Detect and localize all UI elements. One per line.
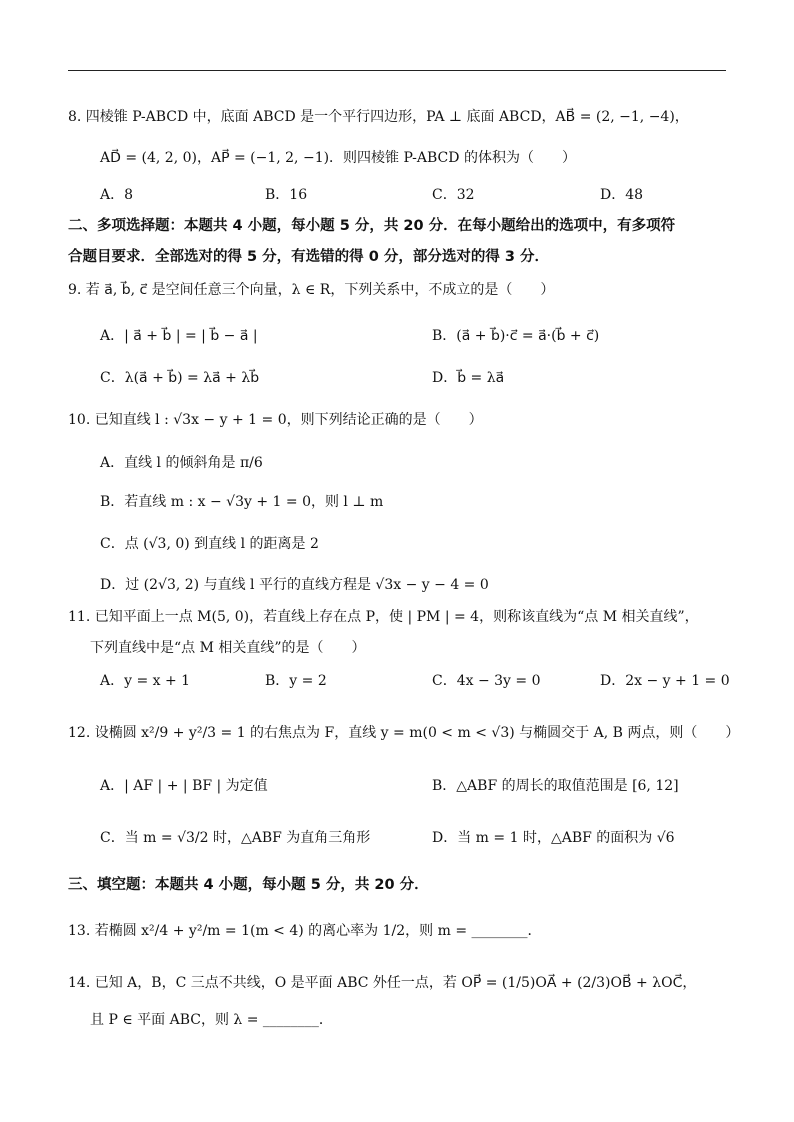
q12-option-c: C．当 m = √3/2 时，△ABF 为直角三角形 xyxy=(100,830,371,846)
q8-stem-line2: AD⃗ = (4, 2, 0)，AP⃗ = (−1, 2, −1)．则四棱锥 P-ABCD 的体积为（ ） xyxy=(100,150,576,166)
q9-option-a: A．| a⃗ + b⃗ | = | b⃗ − a⃗ | xyxy=(100,328,258,344)
q12-option-b: B．△ABF 的周长的取值范围是 [6, 12] xyxy=(432,778,679,794)
q9-option-d: D．b⃗ = λa⃗ xyxy=(432,370,505,386)
q8-option-d: D．48 xyxy=(600,187,644,203)
q11-option-c: C．4x − 3y = 0 xyxy=(432,673,541,689)
q12-option-d: D．当 m = 1 时，△ABF 的面积为 √6 xyxy=(432,830,675,846)
q11-option-d: D．2x − y + 1 = 0 xyxy=(600,673,730,689)
q9-option-b: B．(a⃗ + b⃗)·c⃗ = a⃗·(b⃗ + c⃗) xyxy=(432,328,600,344)
q9-option-c: C．λ(a⃗ + b⃗) = λa⃗ + λb⃗ xyxy=(100,370,260,386)
q10-option-c: C．点 (√3, 0) 到直线 l 的距离是 2 xyxy=(100,536,319,552)
q8-option-b: B．16 xyxy=(265,187,308,203)
q10-stem: 10. 已知直线 l : √3x − y + 1 = 0，则下列结论正确的是（ ） xyxy=(68,412,483,428)
q10-option-d: D．过 (2√3, 2) 与直线 l 平行的直线方程是 √3x − y − 4 = 0 xyxy=(100,577,489,593)
q10-option-b: B．若直线 m : x − √3y + 1 = 0，则 l ⊥ m xyxy=(100,494,384,510)
section-2-heading-line2: 合题目要求．全部选对的得 5 分，有选错的得 0 分，部分选对的得 3 分． xyxy=(68,249,550,265)
q8-option-a: A．8 xyxy=(100,187,134,203)
q12-option-a: A．| AF | + | BF | 为定值 xyxy=(100,778,268,794)
q13-stem: 13. 若椭圆 x²/4 + y²/m = 1(m < 4) 的离心率为 1/2，则 m = ________． xyxy=(68,923,542,939)
q11-stem-line1: 11. 已知平面上一点 M(5, 0)，若直线上存在点 P，使 | PM | = 4，则称该直线为“点 M 相关直线”， xyxy=(68,609,699,625)
section-3-heading: 三、填空题：本题共 4 小题，每小题 5 分，共 20 分． xyxy=(68,877,429,893)
section-2-heading-line1: 二、多项选择题：本题共 4 小题，每小题 5 分，共 20 分．在每小题给出的选项中，有多项符 xyxy=(68,218,676,234)
q8-option-c: C．32 xyxy=(432,187,475,203)
q8-stem-line1: 8. 四棱锥 P-ABCD 中，底面 ABCD 是一个平行四边形，PA ⊥ 底面 ABCD，AB⃗ = (2, −1, −4)， xyxy=(68,109,689,125)
q14-stem-line2: 且 P ∈ 平面 ABC，则 λ = ________． xyxy=(90,1012,333,1028)
q10-option-a: A．直线 l 的倾斜角是 π/6 xyxy=(100,455,263,471)
q11-stem-line2: 下列直线中是“点 M 相关直线”的是（ ） xyxy=(90,640,366,656)
q12-stem: 12. 设椭圆 x²/9 + y²/3 = 1 的右焦点为 F，直线 y = m(0 < m < √3) 与椭圆交于 A, B 两点，则（ ） xyxy=(68,725,740,741)
q14-stem-line1: 14. 已知 A，B，C 三点不共线，O 是平面 ABC 外任一点，若 OP⃗ = (1/5)OA⃗ + (2/3)OB⃗ + λOC⃗， xyxy=(68,975,697,991)
q9-stem: 9. 若 a⃗, b⃗, c⃗ 是空间任意三个向量，λ ∈ R，下列关系中，不成立的是（ ） xyxy=(68,282,555,298)
q11-option-a: A．y = x + 1 xyxy=(100,673,191,689)
header-rule xyxy=(68,70,726,71)
q11-option-b: B．y = 2 xyxy=(265,673,327,689)
